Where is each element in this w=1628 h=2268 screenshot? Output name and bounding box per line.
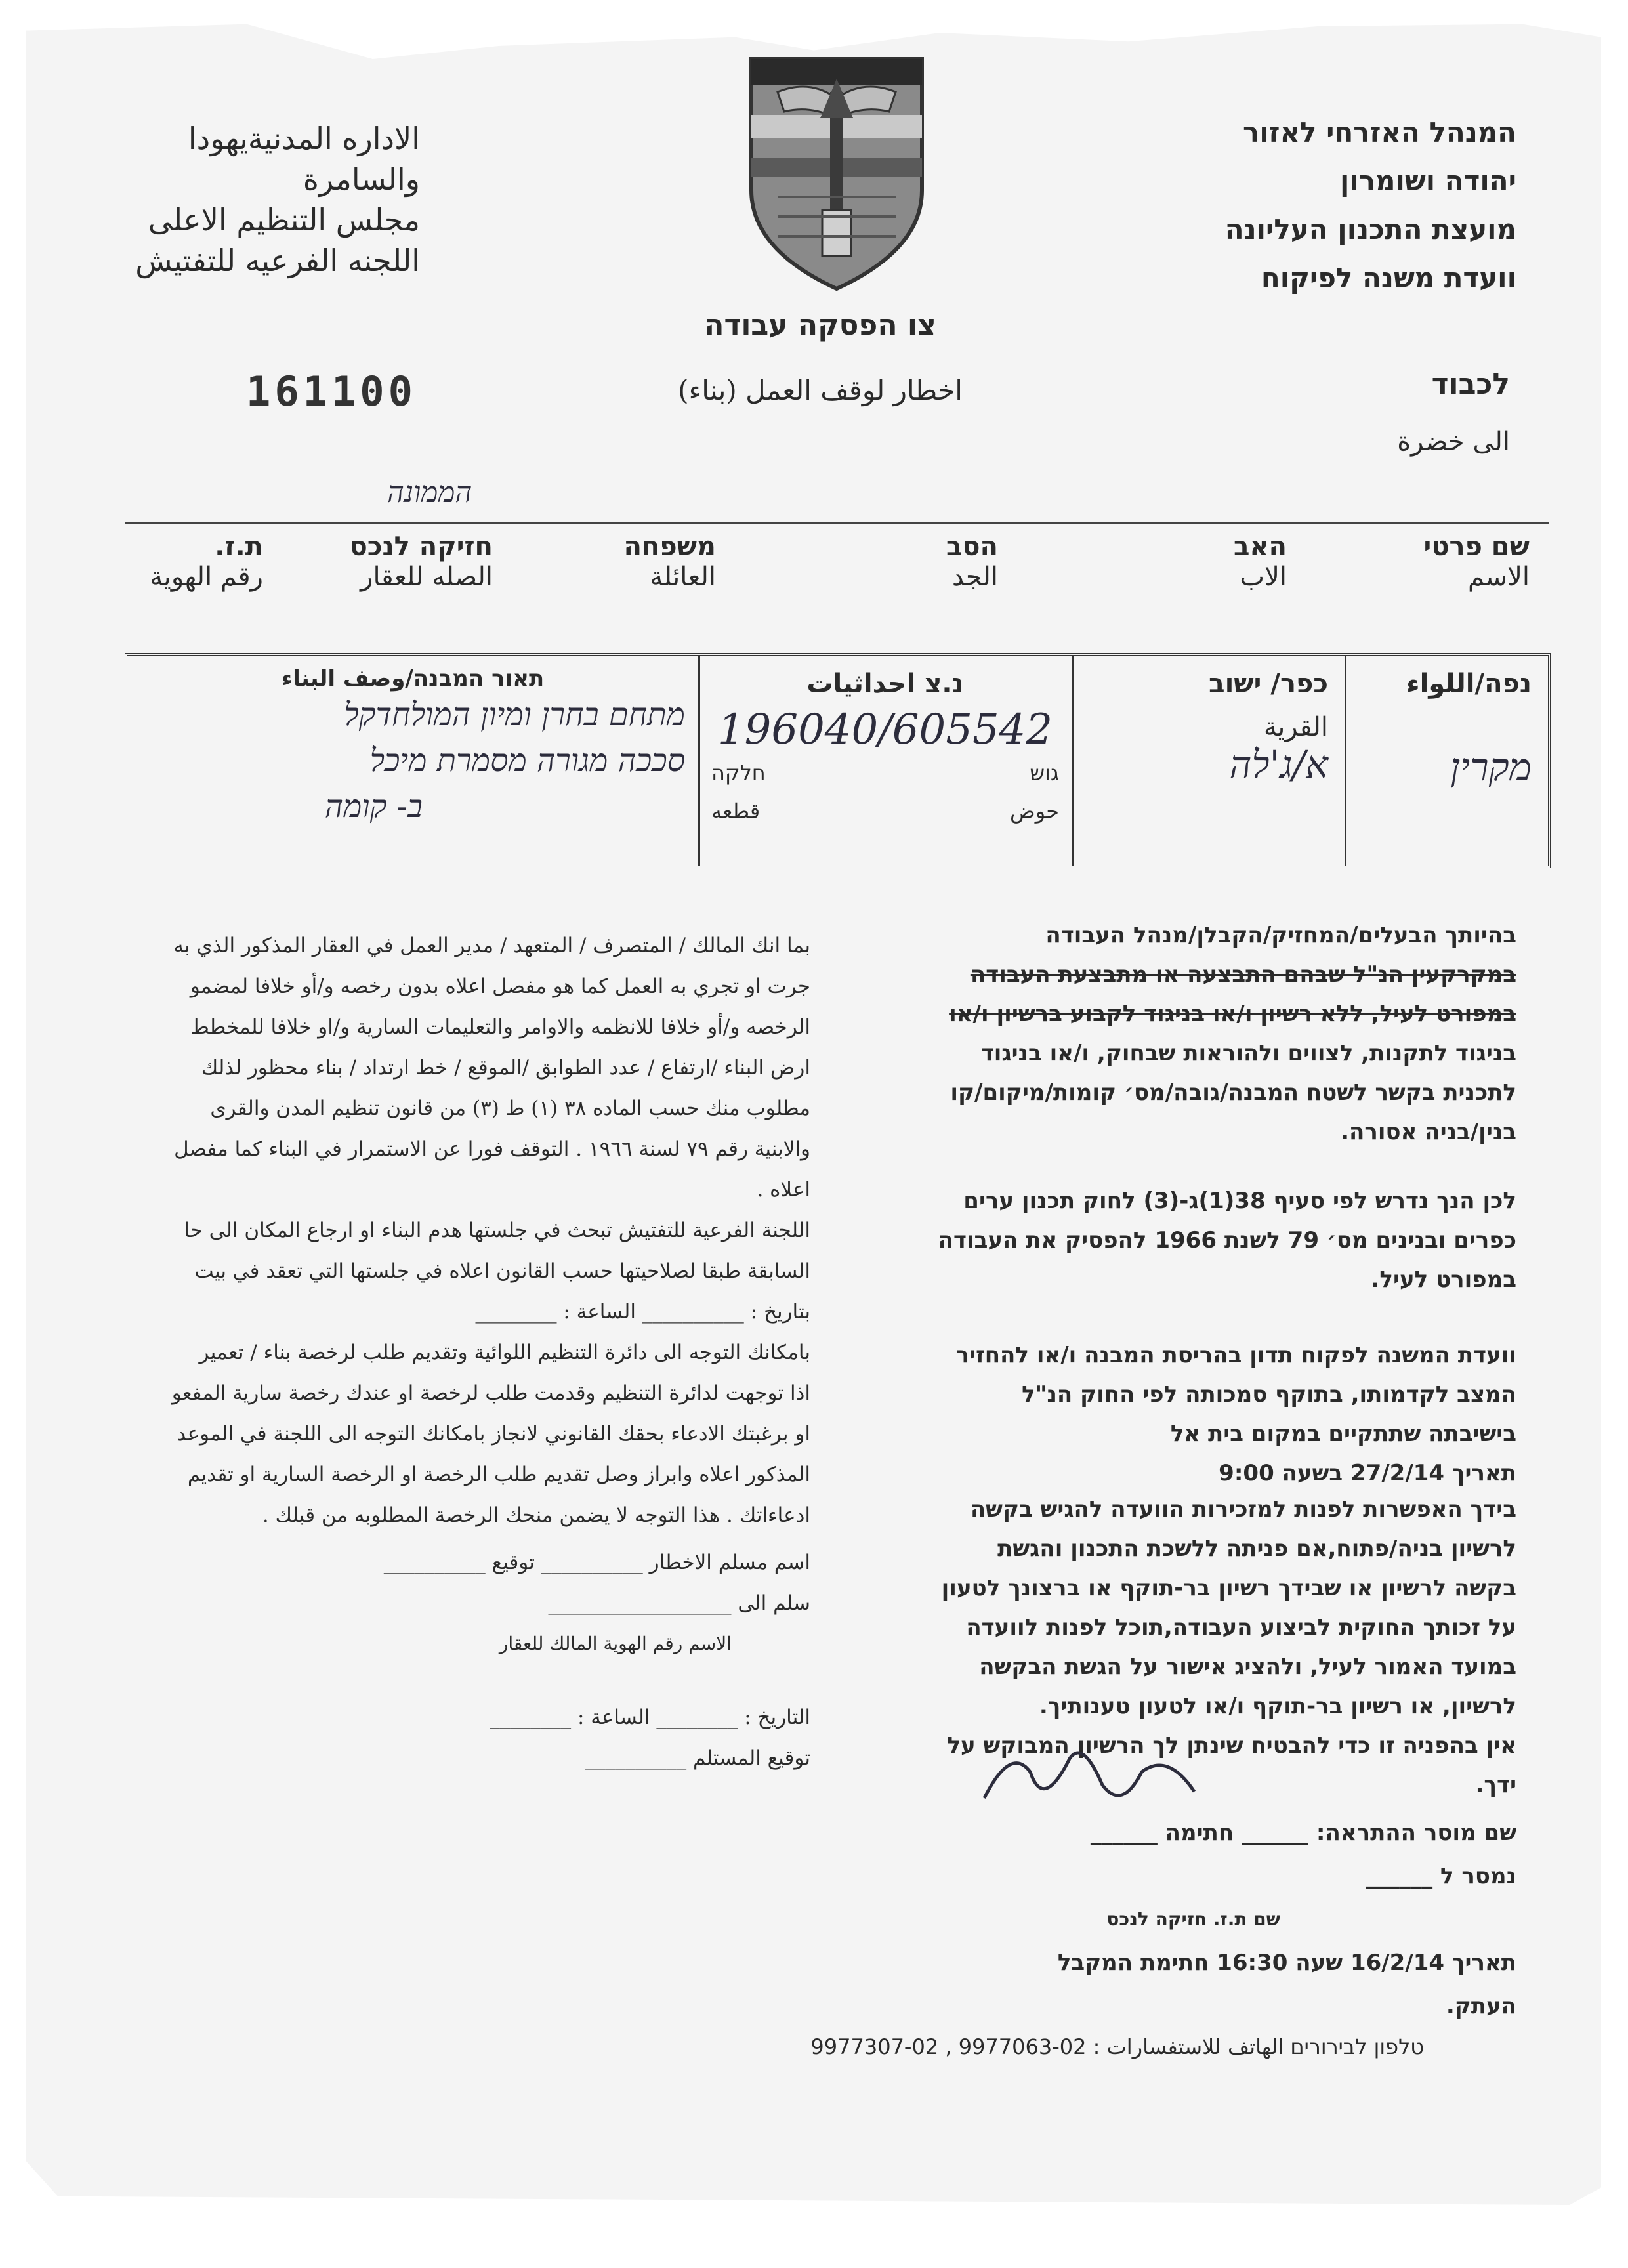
text-line: بما انك المالك / المتصرف / المتعهد / مدير العمل في العقار المذكور الذي به: [173, 934, 810, 957]
village-label-ar: القرية: [1263, 712, 1328, 742]
text-line: او برغبتك الادعاء بحقك القانوني لانجاز بامكانك التوجه الى اللجنة في الموعد: [177, 1422, 810, 1446]
signature-block-he: [860, 1811, 1516, 2028]
cell-divider: [1345, 656, 1346, 866]
addressee-label-he: לכבוד: [1431, 368, 1510, 401]
field-father: [1142, 532, 1287, 592]
field-holder: [296, 532, 493, 592]
text-line: במפורט לעיל.: [1371, 1267, 1516, 1293]
text-line: במועד האמור לעיל, ולהציג אישור על הגשת הבקשה: [979, 1654, 1516, 1680]
text-line: במפורט לעיל, ללא רשיון ו/או בניגוד לקבוע ברשיון ו/או: [949, 1001, 1516, 1027]
header-he-line: יהודה ושומרון: [1339, 165, 1516, 197]
handwritten-note: הממונה: [387, 476, 472, 509]
label-he: חזיקה לנכס: [349, 532, 493, 562]
text-line: اذا توجهت لدائرة التنظيم وقدمت طلب لرخصة او عندك رخصة سارية المفعو: [171, 1381, 810, 1405]
text-line: וועדת המשנה לפקוח תדון בהריסת המבנה ו/או להחזיר: [955, 1342, 1516, 1368]
order-title-hebrew: צו הפסקה עבודה: [704, 308, 936, 342]
coords-value: 196040/605542: [717, 705, 1053, 754]
field-family: [572, 532, 716, 592]
header-ar-line: والسامرة: [303, 161, 420, 197]
header-ar-line: اللجنه الفرعيه للتفتيش: [135, 243, 420, 278]
body-he-paragraph-3: [860, 1335, 1516, 1493]
block-label: גוש: [1030, 761, 1059, 786]
text-line: כפרים ובנינים מס׳ 79 לשנת 1966 להפסיק את העבודה: [938, 1227, 1516, 1253]
text-line: سلم الى __________________: [548, 1591, 810, 1615]
coords-cell: [711, 669, 1059, 824]
label-ar: رقم الهوية: [150, 562, 263, 592]
text-line: اللجنة الفرعية للتفتيش تبحث في جلستها هدم البناء او ارجاع المكان الى حا: [184, 1219, 810, 1242]
cell-divider: [1072, 656, 1074, 866]
signature-scribble: [971, 1732, 1207, 1824]
label-ar: الجد: [951, 562, 998, 592]
text-line: التاريخ : ________ الساعة : ________: [490, 1706, 810, 1729]
description-line: סככה מגורה מסמרת מיכל: [369, 742, 685, 779]
text-line: السابقة طبقا لصلاحيتها حسب القانون اعلاه في جلستها التي تعقد في بيت: [194, 1259, 810, 1283]
text-line: בנין/בניה אסורה.: [1341, 1119, 1516, 1145]
label-ar: الاب: [1240, 562, 1287, 592]
description-line: מתחם בחרן ומיון המולחדקל: [344, 696, 685, 733]
field-first-name: [1379, 532, 1530, 592]
label-ar: الاسم: [1467, 562, 1530, 592]
description-cell: [140, 665, 685, 830]
text-line: ידך.: [1475, 1772, 1516, 1798]
footer-phone: טלפון לבירורים الهاتف للاستفسارات : 02-9977063 , 02-9977307: [810, 2034, 1424, 2059]
text-line: לרשיון בניה/פתוח,אם פניתה ללשכת התכנון והגשת: [997, 1536, 1516, 1562]
label-he: הסב: [946, 532, 998, 562]
parcel-label: חלקה: [711, 761, 766, 786]
text-line: המצב לקדמותו, בתוקף סמכותה לפי החוק הנ"ל: [1022, 1381, 1516, 1408]
village-label-he: כפר/ ישוב: [1209, 669, 1328, 699]
signature-line: שם מוסר ההתראה: ______ חתימה ______: [1090, 1820, 1516, 1846]
text-line: בישיבתה שתתקיים במקום בית אל: [1170, 1421, 1516, 1447]
village-value: א/ג'לה: [1229, 742, 1328, 787]
coords-label: נ.צ احداثيات: [806, 669, 964, 699]
text-line: مطلوب منك حسب الماده ٣٨ (١) ط (٣) من قانون تنظيم المدن والقرى: [210, 1097, 810, 1120]
text-line: על זכותך החוקית לביצוע העבודה,תוכל לפנות לוועדה: [966, 1614, 1516, 1641]
signature-line: נמסר ל ______: [1366, 1863, 1516, 1889]
label-he: משפחה: [623, 532, 716, 562]
text-line: ارض البناء /ارتفاع / عدد الطوابق /الموقع / خط ارتداد / بناء محظور لذلك: [201, 1056, 810, 1080]
copy-label: העתק.: [1446, 1993, 1516, 2019]
field-id: [106, 532, 263, 592]
text-line: بتاريخ : __________ الساعة : ________: [475, 1300, 810, 1324]
text-line: לרשיון, או רשיון בר-תוקף ו/או לטעון טענותיך.: [1039, 1693, 1516, 1719]
text-line: المذكور اعلاه وابراز وصل تقديم طلب الرخصة او الرخصة السارية او تقديم: [187, 1463, 810, 1486]
addressee-label-ar: الى خضرة: [1397, 427, 1510, 457]
header-ar-line: مجلس التنظيم الاعلى: [148, 202, 420, 238]
label-ar: العائلة: [650, 562, 716, 592]
text-line: اعلاه .: [757, 1178, 810, 1202]
text-line: الرخصه و/أو خلافا للانظمه والاوامر والتعليمات السارية و/او خلافا للمخطط: [190, 1015, 810, 1039]
text-line: ادعاءاتك . هذا التوجه لا يضمن منحك الرخصة المطلوبه من قبلك .: [262, 1503, 810, 1527]
basin-label: حوض: [1010, 799, 1059, 824]
serial-number: 161100: [246, 368, 417, 415]
district-value: מקרין: [1450, 745, 1532, 789]
header-he-line: המנהל האזרחי לאזור: [1242, 116, 1516, 148]
text-line: בקשה לרשיון או שבידך רשיון בר-תוקף או ברצונך לטעון: [941, 1575, 1516, 1601]
text-line: בניגוד לתקנות, לצווים ולהוראות שבחוק, ו/או בניגוד: [980, 1040, 1516, 1066]
plot-label: قطعه: [711, 799, 761, 824]
body-he-paragraph-2: [860, 1181, 1516, 1299]
text-line: والابنية رقم ٧٩ لسنة ١٩٦٦ . التوقف فورا عن الاستمرار في البناء كما مفصل: [174, 1137, 810, 1161]
text-line: תאריך 27/2/14 בשעה 9:00: [1219, 1460, 1516, 1486]
district-label: נפה/اللواء: [1406, 669, 1532, 699]
text-line: جرت او تجري به العمل كما هو مفصل اعلاه بدون رخصه و/أو خلافا لمضمو: [190, 975, 810, 998]
label-he: האב: [1234, 532, 1287, 562]
divider: [125, 522, 1549, 524]
label-he: ת.ז.: [215, 532, 263, 562]
district-cell: [1354, 669, 1532, 789]
field-grandfather: [854, 532, 998, 592]
text-line: توقيع المستلم __________: [585, 1746, 810, 1770]
text-line: אין בהפניה זו כדי להבטיח שינתן לך הרשיון המבוקש על: [947, 1732, 1516, 1759]
header-ar-line: الاداره المدنيةيهودا: [188, 121, 420, 156]
village-cell: [1085, 669, 1328, 787]
signature-line: תאריך 16/2/14 שעה 16:30 חתימת המקבל: [1057, 1950, 1516, 1976]
body-ar: [148, 925, 810, 1778]
text-line: בידך האפשרות לפנות למזכירות הוועדה להגיש בקשה: [970, 1496, 1516, 1522]
signature-caption: שם ת.ז. חזיקה לנכס: [1106, 1908, 1280, 1930]
description-line: ב- קומה: [324, 788, 423, 825]
label-ar: الصله للعقار: [360, 562, 493, 592]
text-line: לכן הנך נדרש לפי סעיף 38(1)ג-(3) לחוק תכנון ערים: [963, 1188, 1516, 1214]
emblem-icon: [738, 52, 935, 295]
location-box: [125, 653, 1551, 868]
text-line: الاسم رقم الهوية المالك للعقار: [499, 1633, 732, 1654]
text-line: לתכנית בקשר לשטח המבנה/גובה/מס׳ קומות/מיקום/קו: [950, 1080, 1516, 1106]
text-line: بامكانك التوجه الى دائرة التنظيم اللوائية وتقديم طلب لرخصة بناء / تعمير: [199, 1341, 810, 1364]
description-label: תאור המבנה/وصف البناء: [281, 665, 545, 692]
header-hebrew: [1057, 108, 1516, 303]
text-line: במקרקעין הנ"ל שבהם התבצעה או מתבצעת העבודה: [970, 961, 1516, 988]
header-he-line: מועצת התכנון העליונה: [1224, 213, 1516, 245]
cell-divider: [698, 656, 700, 866]
header-arabic: [131, 118, 420, 281]
order-title-arabic: اخطار لوقف العمل (بناء): [678, 374, 963, 406]
text-line: اسم مسلم الاخطار __________ توقيع __________: [383, 1551, 810, 1574]
text-line: בהיותך הבעלים/המחזיק/הקבלן/מנהל העבודה: [1045, 922, 1516, 948]
body-he-paragraph-1: [860, 915, 1516, 1152]
label-he: שם פרטי: [1423, 532, 1530, 562]
header-he-line: וועדת משנה לפיקוח: [1261, 262, 1516, 294]
